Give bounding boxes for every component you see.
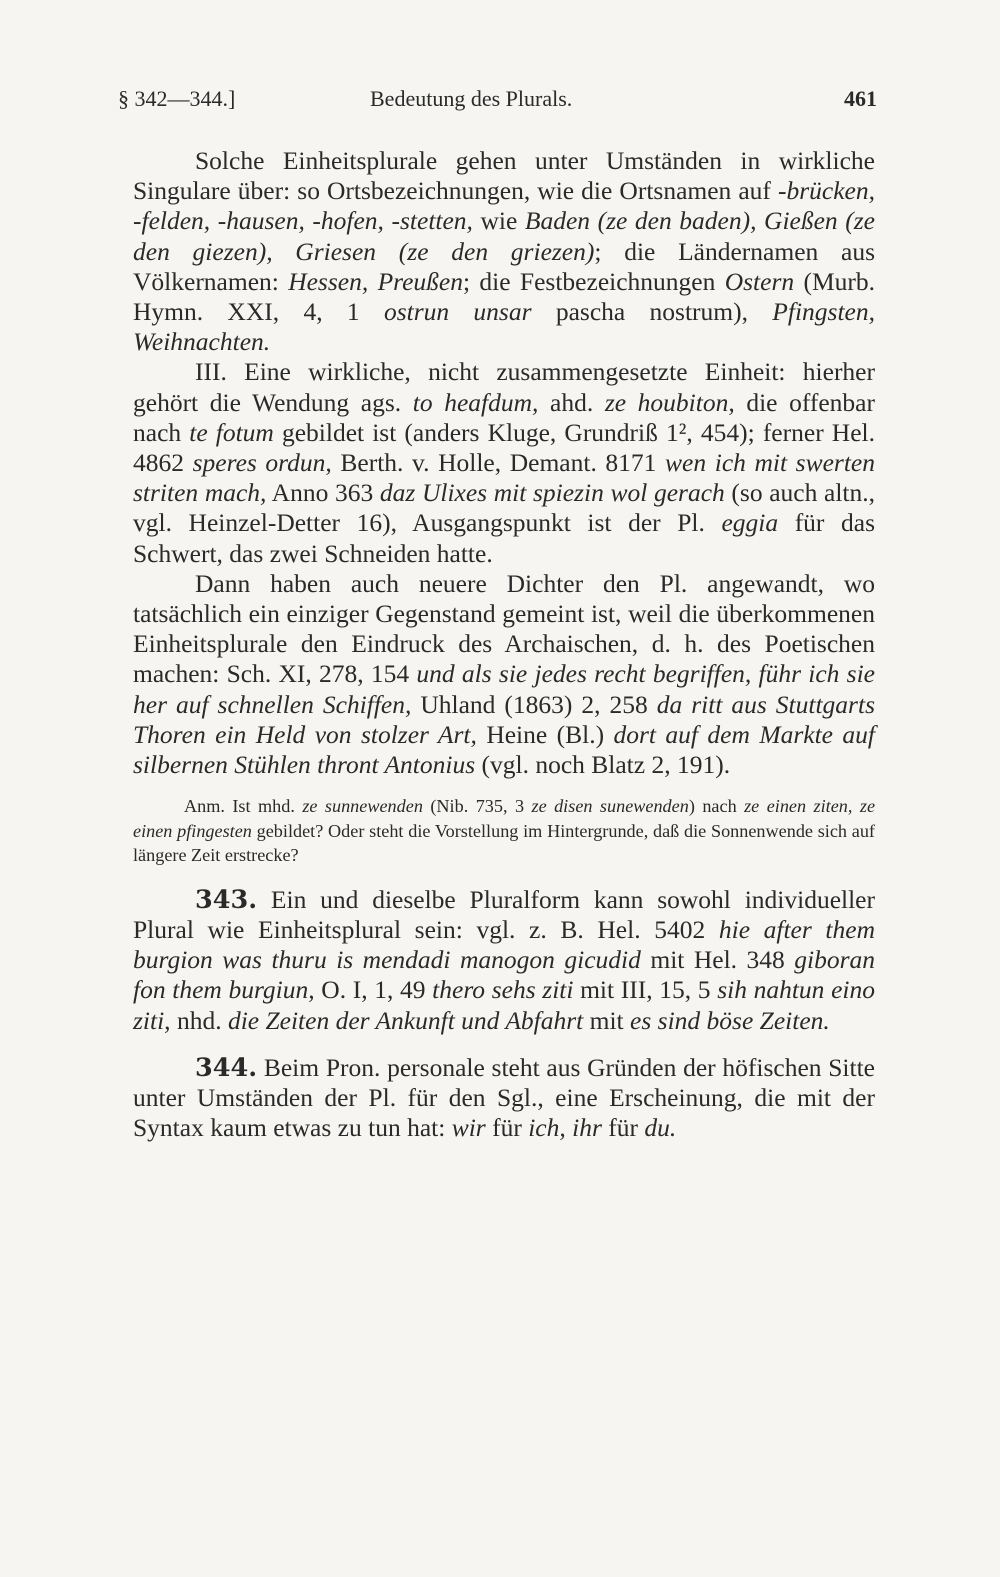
text-run: Solche Einheitsplurale gehen unter Umständen in wirkliche Singulare über: so Ortsbezeichnungen, wie die Ortsnamen auf (133, 146, 875, 206)
italic-run: thero sehs ziti (432, 975, 574, 1005)
text-run: Uhland (1863) 2, 258 (411, 689, 657, 719)
text-run: Anm. Ist mhd. (184, 796, 303, 817)
text-run: gebildet? Oder steht die Vorstellung im Hintergrunde, daß die Sonnenwende sich auf längere Zeit erstrecke? (133, 820, 875, 866)
italic-run: die Zeiten der Ankunft und Abfahrt (227, 1005, 584, 1035)
text-run: gebildet ist (anders Kluge, Grundriß 1², 454); ferner Hel. 4862 (133, 417, 875, 478)
italic-run: ze einen ziten, ze einen pfingesten (133, 796, 876, 841)
italic-run: hie after them burgion was thuru is mendadi manogon gicudid (133, 914, 876, 975)
italic-run: ze houbiton, (604, 387, 735, 417)
text-run: für das Schwert, das zwei Schneiden hatte. (133, 508, 875, 568)
italic-run: Ostern (724, 266, 795, 296)
italic-run: daz Ulixes mit spiezin wol gerach (379, 478, 725, 508)
italic-run: sih nahtun eino ziti, (133, 975, 875, 1035)
italic-run: du. (644, 1113, 677, 1143)
annotation-note (133, 794, 875, 868)
text-run: Ein und dieselbe Pluralform kann sowohl individueller Plural wie Einheitsplural sein: vgl. z. B. Hel. 5402 (133, 884, 875, 944)
text-run: III. Eine wirkliche, nicht zusammengesetzte Einheit: hierher gehört die Wendung ags. (133, 357, 875, 417)
text-run: ; die Ländernamen aus Völkernamen: (133, 236, 875, 296)
page-body (133, 146, 875, 1143)
text-run: (so auch altn., vgl. Heinzel-Detter 16), Ausgangspunkt ist der Pl. (133, 478, 876, 538)
text-run: ) nach (688, 796, 745, 817)
italic-run: to heafdum, (412, 387, 539, 417)
text-run: mit Hel. 348 (640, 945, 795, 975)
italic-run: dort auf dem Markte auf silbernen Stühlen thront Antonius (133, 719, 875, 780)
italic-run: da ritt aus Stuttgarts Thoren ein Held von stolzer Art, (133, 689, 875, 749)
text-run: für (601, 1113, 645, 1143)
text-run: nhd. (170, 1005, 228, 1035)
text-run: O. I, 1, 49 (314, 975, 433, 1005)
text-run: wie (472, 206, 525, 236)
text-run: mit III, 15, 5 (573, 975, 718, 1005)
text-run: die offenbar nach (133, 387, 875, 447)
italic-run: eggia (721, 508, 779, 538)
italic-run: wen ich mit swerten striten mach, (133, 448, 876, 508)
italic-run: ze sunnewenden (302, 796, 423, 817)
text-run: Anno 363 (266, 478, 380, 508)
text-run: (vgl. noch Blatz 2, 191). (475, 750, 731, 780)
section-number: 343. (195, 884, 258, 915)
italic-run: ich, (528, 1113, 566, 1143)
italic-run: ze disen sunewenden (531, 796, 689, 817)
italic-run: ihr (572, 1113, 602, 1143)
italic-run: Hessen, Preußen (288, 266, 464, 296)
text-run: Berth. v. Holle, Demant. 8171 (331, 448, 666, 478)
paragraph (133, 357, 875, 568)
running-header (115, 86, 877, 126)
text-run: ahd. (538, 387, 605, 417)
text-run: Heine (Bl.) (476, 719, 614, 749)
text-run: Dann haben auch neuere Dichter den Pl. angewandt, wo tatsächlich ein einziger Gegenstand gemeint ist, weil die überkommenen Einheitsplurale den Eindruck des Archaischen, d. h. des Poetischen machen: Sch. XI, 278, 154 (133, 568, 875, 689)
text-run: (Nib. 735, 3 (422, 796, 532, 817)
paragraph (133, 146, 875, 357)
italic-run: Pfingsten, Weihnachten. (133, 297, 875, 357)
italic-run: speres ordun, (192, 448, 332, 478)
italic-run: Baden (ze den baden), Gießen (ze den giezen), Griesen (ze den griezen) (133, 206, 875, 266)
italic-run: wir (451, 1113, 486, 1143)
section-344 (133, 1053, 875, 1144)
text-run: für (485, 1113, 529, 1143)
italic-run: und als sie jedes recht begriffen, führ ich sie her auf schnellen Schiffen, (133, 659, 876, 719)
italic-run: giboran fon them burgiun, (133, 945, 876, 1005)
section-range: § 342—344.] (118, 86, 236, 111)
text-run: Beim Pron. personale steht aus Gründen der höfischen Sitte unter Umständen der Pl. für den Sgl., eine Erscheinung, die mit der Syntax kaum etwas zu tun hat: (133, 1052, 875, 1143)
text-run: pascha nostrum), (531, 297, 773, 327)
section-343 (133, 885, 875, 1036)
paragraph (133, 569, 875, 780)
page-number: 461 (844, 86, 877, 111)
italic-run: -brücken, -felden, -hausen, -hofen, -stetten, (133, 176, 875, 236)
italic-run: te fotum (189, 417, 274, 447)
text-run: (Murb. Hymn. XXI, 4, 1 (133, 266, 875, 327)
text-run: mit (583, 1005, 631, 1035)
text-run: ; die Festbezeichnungen (463, 266, 725, 296)
running-title: Bedeutung des Plurals. (370, 86, 573, 111)
italic-run: es sind böse Zeiten. (630, 1005, 830, 1035)
section-number: 344. (195, 1052, 258, 1083)
italic-run: ostrun unsar (383, 297, 532, 327)
